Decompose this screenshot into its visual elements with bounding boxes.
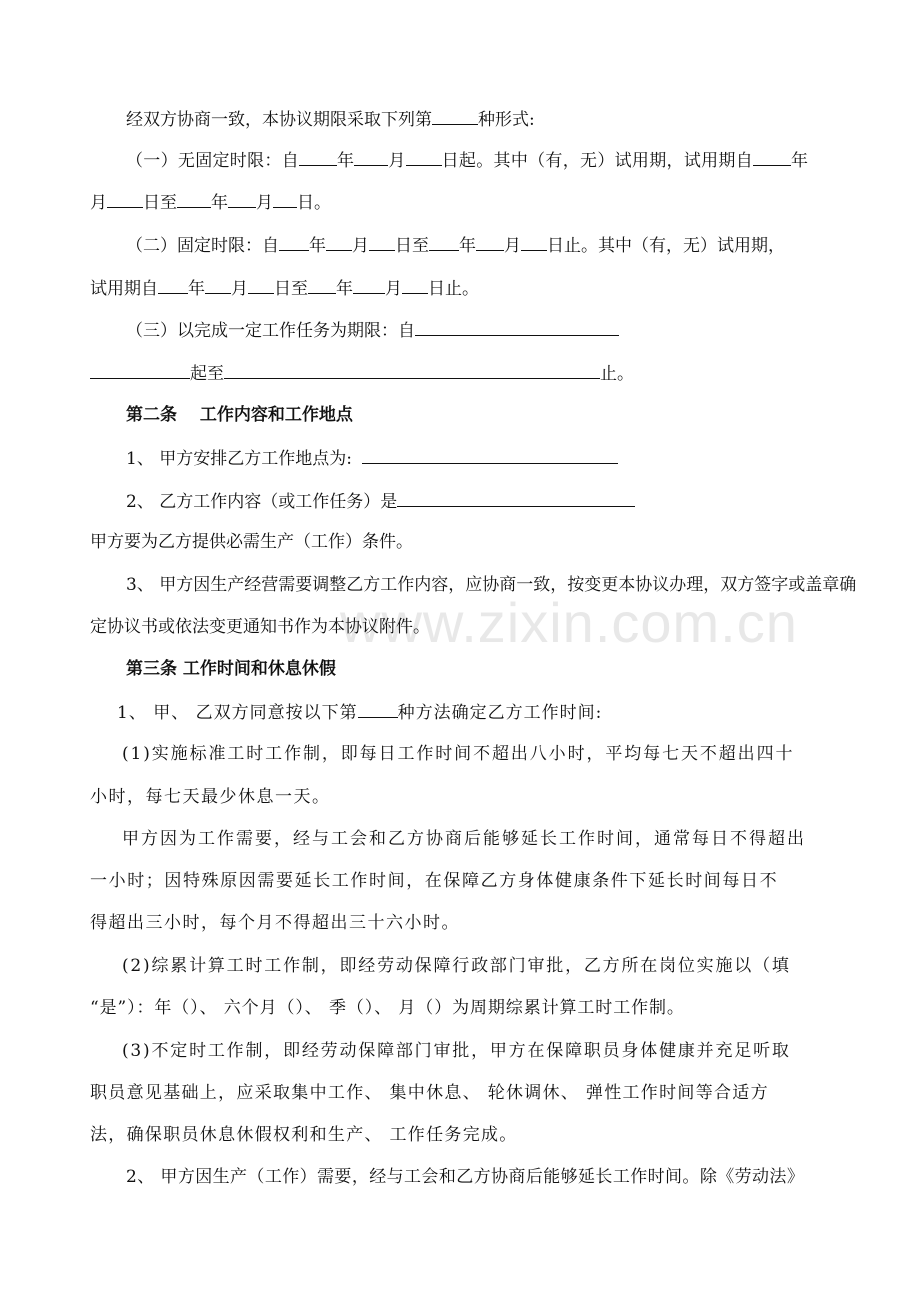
blank-field[interactable]	[90, 361, 190, 379]
term-intro-text: 经双方协商一致，本协议期限采取下列第	[126, 110, 432, 130]
paragraph-line: 2、 甲方因生产（工作）需要，经与工会和乙方协商后能够延长工作时间。除《劳动法》	[126, 1167, 805, 1187]
year-label: 年	[309, 236, 326, 256]
blank-field[interactable]	[402, 276, 428, 294]
paragraph-line: 法，确保职员休息休假权利和生产、 工作任务完成。	[90, 1125, 518, 1145]
month-label: 月	[256, 193, 273, 213]
blank-field[interactable]	[432, 107, 478, 125]
blank-field[interactable]	[354, 148, 388, 166]
blank-field[interactable]	[273, 190, 297, 208]
blank-field[interactable]	[753, 148, 791, 166]
year-label: 年	[336, 279, 353, 299]
month-label: 月	[90, 193, 107, 213]
paragraph-line: 得超出三小时，每个月不得超出三十六小时。	[90, 913, 460, 933]
option-2-text: 日止。其中（有，无）试用期，	[547, 236, 785, 256]
blank-field[interactable]	[326, 233, 352, 251]
day-to-label: 日至	[395, 236, 429, 256]
paragraph-line: 小时，每七天最少休息一天。	[90, 787, 331, 807]
paragraph-line: 甲方要为乙方提供必需生产（工作）条件。	[90, 532, 413, 552]
month-label: 月	[231, 279, 248, 299]
paragraph-line: 甲方因为工作需要，经与工会和乙方协商后能够延长工作时间，通常每日不得超出	[122, 829, 806, 849]
blank-field[interactable]	[248, 276, 274, 294]
option-2-label: （二）固定时限：自	[126, 236, 279, 256]
probation-from-label: 试用期自	[90, 279, 158, 299]
year-label: 年	[459, 236, 476, 256]
blank-field[interactable]	[308, 276, 336, 294]
work-time-method-line	[117, 700, 602, 724]
year-label: 年	[211, 193, 228, 213]
blank-field[interactable]	[353, 276, 385, 294]
blank-field[interactable]	[228, 190, 256, 208]
month-label: 月	[388, 151, 406, 171]
day-to-label: 日至	[274, 279, 308, 299]
blank-field[interactable]	[224, 361, 600, 379]
option-1-text: 日起。其中（有，无）试用期，试用期自	[441, 151, 754, 171]
term-option-3-cont-line	[90, 361, 634, 385]
work-location-field[interactable]	[362, 446, 618, 464]
paragraph-line: “是”）：年（）、 六个月（）、 季（）、 月（）为周期综累计算工时工作制。	[90, 998, 685, 1018]
paragraph-line: (3)不定时工作制，即经劳动保障部门审批，甲方在保障职员身体健康并充足听取	[122, 1041, 791, 1061]
day-to-label: 日至	[143, 193, 177, 213]
year-label: 年	[337, 151, 355, 171]
paragraph-line: 一小时；因特殊原因需要延长工作时间，在保障乙方身体健康条件下延长时间每日不	[90, 871, 779, 891]
work-content-field[interactable]	[397, 489, 635, 507]
year-label: 年	[188, 279, 205, 299]
watermark: www.zixin.com.cn	[340, 591, 798, 654]
blank-field[interactable]	[177, 190, 211, 208]
month-label: 月	[352, 236, 369, 256]
option-1-label: （一）无固定时限：自	[126, 151, 299, 171]
term-intro-suffix: 种形式:	[478, 110, 535, 130]
blank-field[interactable]	[299, 148, 337, 166]
end-label: 止。	[600, 364, 634, 384]
blank-field[interactable]	[205, 276, 231, 294]
work-location-label: 1、 甲方安排乙方工作地点为:	[126, 449, 352, 469]
blank-field[interactable]	[369, 233, 395, 251]
day-label: 日。	[297, 193, 331, 213]
paragraph-line: 3、 甲方因生产经营需要调整乙方工作内容，应协商一致，按变更本协议办理，双方签字或盖章确	[126, 575, 857, 595]
article-3-heading: 第三条 工作时间和休息休假	[126, 659, 336, 679]
work-time-method-label: 1、 甲、 乙双方同意按以下第	[117, 703, 358, 723]
term-option-2-line	[126, 233, 785, 257]
paragraph-line: 职员意见基础上，应采取集中工作、 集中休息、 轮休调休、 弹性工作时间等合适方	[90, 1083, 769, 1103]
term-intro-line	[126, 107, 535, 131]
work-content-line	[126, 489, 635, 513]
work-content-label: 2、 乙方工作内容（或工作任务）是	[126, 492, 398, 512]
blank-field[interactable]	[107, 190, 143, 208]
term-option-2-cont-line	[90, 276, 479, 300]
paragraph-line: (1)实施标准工时工作制，即每日工作时间不超出八小时，平均每七天不超出四十	[122, 744, 795, 764]
blank-field[interactable]	[158, 276, 188, 294]
work-time-method-text: 种方法确定乙方工作时间:	[397, 703, 603, 723]
article-2-heading: 第二条 工作内容和工作地点	[126, 405, 353, 425]
from-to-label: 起至	[190, 364, 224, 384]
term-option-1-cont-line	[90, 190, 331, 214]
blank-field[interactable]	[406, 148, 442, 166]
paragraph-line: (2)综累计算工时工作制，即经劳动保障行政部门审批，乙方所在岗位实施以（填	[122, 956, 791, 976]
term-option-3-line	[126, 318, 619, 342]
blank-field[interactable]	[415, 318, 619, 336]
paragraph-line: 定协议书或依法变更通知书作为本协议附件。	[90, 617, 430, 637]
month-label: 月	[385, 279, 402, 299]
blank-field[interactable]	[279, 233, 309, 251]
blank-field[interactable]	[476, 233, 504, 251]
blank-field[interactable]	[521, 233, 547, 251]
blank-field[interactable]	[429, 233, 459, 251]
blank-field[interactable]	[358, 700, 398, 718]
day-end-label: 日止。	[428, 279, 479, 299]
term-option-1-line	[126, 148, 808, 172]
work-location-line	[126, 446, 618, 470]
option-3-label: （三）以完成一定工作任务为期限：自	[126, 321, 415, 341]
month-label: 月	[504, 236, 521, 256]
year-label: 年	[791, 151, 809, 171]
